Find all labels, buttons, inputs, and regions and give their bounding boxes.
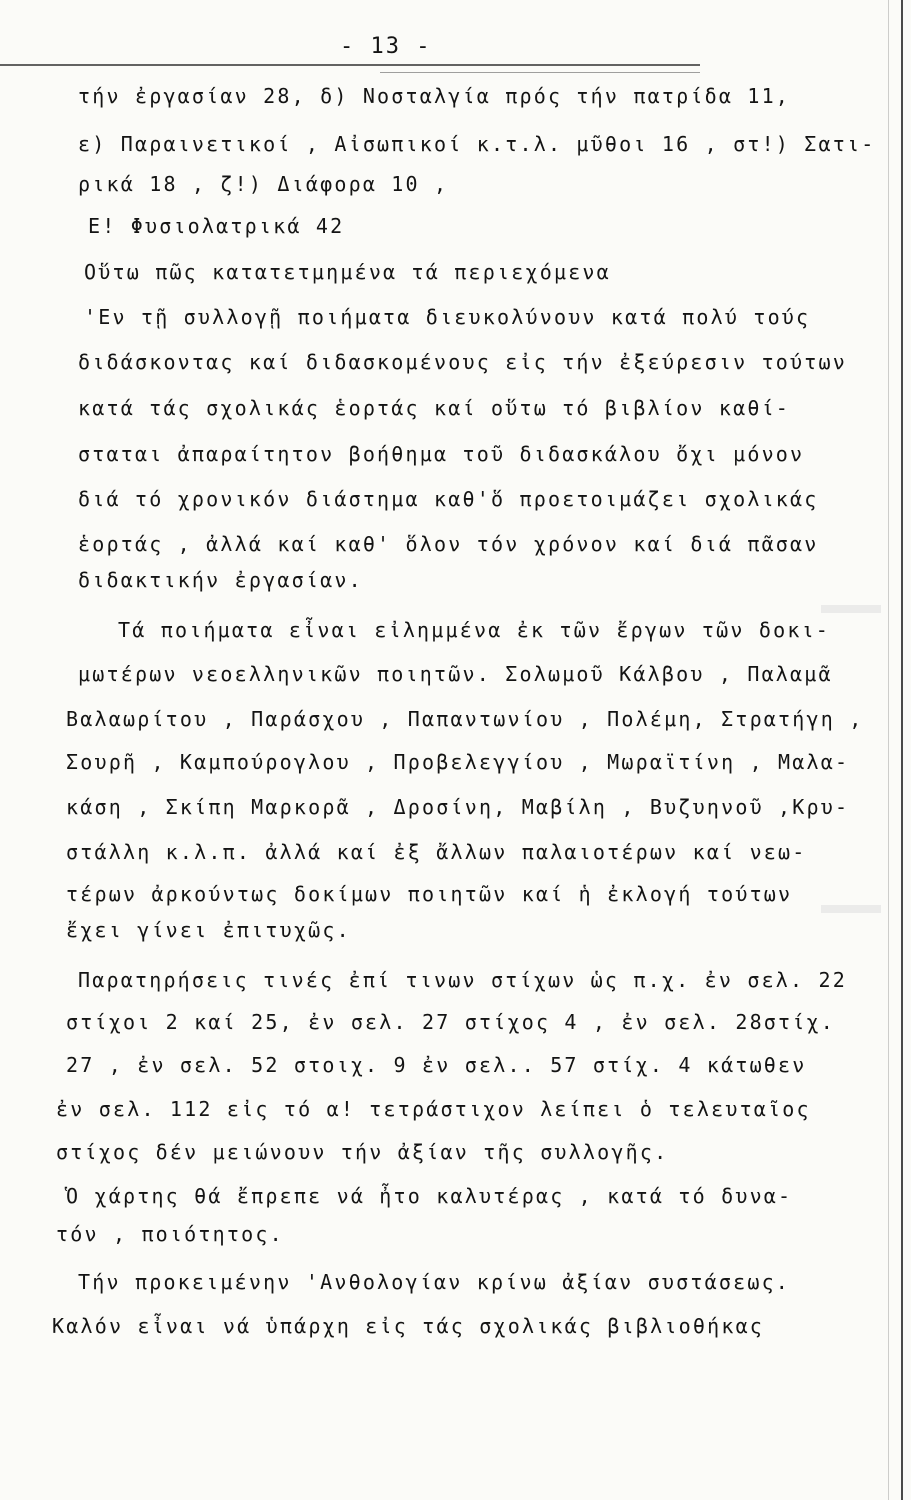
text-line: διδάσκοντας καί διδασκομένους εἰς τήν ἐξεύρεσιν τούτων bbox=[78, 350, 848, 374]
bleed-through-mark bbox=[821, 905, 881, 913]
text-line: Βαλαωρίτου , Παράσχου , Παπαντωνίου , Πολέμη, Στρατήγη , bbox=[66, 707, 864, 731]
text-line: στάλλη κ.λ.π. ἀλλά καί ἐξ ἄλλων παλαιοτέρων καί νεω- bbox=[66, 840, 807, 864]
text-line: Ὁ χάρτης θά ἔπρεπε νά ἦτο καλυτέρας , κατά τό δυνα- bbox=[66, 1184, 793, 1208]
bleed-through-mark bbox=[821, 605, 881, 613]
text-line: Σουρῆ , Καμπούρογλου , Προβελεγγίου , Μωραϊτίνη , Μαλα- bbox=[66, 750, 850, 774]
page-edge-shadow bbox=[901, 0, 903, 1500]
text-line: ἔχει γίνει ἐπιτυχῶς. bbox=[66, 918, 351, 942]
page-number: - 13 - bbox=[340, 34, 432, 59]
text-line: Τήν προκειμένην 'Ανθολογίαν κρίνω ἀξίαν συστάσεως. bbox=[78, 1270, 791, 1294]
header-rule bbox=[0, 64, 700, 66]
text-line: 27 , ἐν σελ. 52 στοιχ. 9 ἐν σελ.. 57 στίχ. 4 κάτωθεν bbox=[66, 1053, 807, 1077]
text-line: Οὕτω πῶς κατατετμημένα τά περιεχόμενα bbox=[84, 260, 611, 284]
header-rule-secondary bbox=[380, 72, 700, 73]
text-line: τόν , ποιότητος. bbox=[56, 1222, 284, 1246]
text-line: μωτέρων νεοελληνικῶν ποιητῶν. Σολωμοῦ Κάλβου , Παλαμᾶ bbox=[78, 662, 833, 686]
text-line: τήν ἐργασίαν 28, δ) Νοσταλγία πρός τήν πατρίδα 11, bbox=[78, 84, 791, 108]
text-line: διά τό χρονικόν διάστημα καθ'ὅ προετοιμάζει σχολικάς bbox=[78, 487, 819, 511]
text-line: Παρατηρήσεις τινές ἐπί τινων στίχων ὡς π.χ. ἐν σελ. 22 bbox=[78, 968, 848, 992]
text-line: σταται ἀπαραίτητον βοήθημα τοῦ διδασκάλου ὄχι μόνον bbox=[78, 442, 805, 466]
page-edge-shadow-faint bbox=[888, 0, 889, 1500]
text-line: διδακτικήν ἐργασίαν. bbox=[78, 568, 363, 592]
text-line: 'Εν τῇ συλλογῇ ποιήματα διευκολύνουν κατά πολύ τούς bbox=[84, 305, 811, 329]
text-line: στίχος δέν μειώνουν τήν ἀξίαν τῆς συλλογῆς. bbox=[56, 1140, 669, 1164]
text-line: Ε! Φυσιολατρικά 42 bbox=[88, 214, 345, 238]
text-line: ρικά 18 , ζ!) Διάφορα 10 , bbox=[78, 172, 449, 196]
text-line: κάση , Σκίπη Μαρκορᾶ , Δροσίνη, Μαβίλη , Βυζυηνοῦ ,Κρυ- bbox=[66, 795, 850, 819]
text-line: ε) Παραινετικοί , Αἰσωπικοί κ.τ.λ. μῦθοι 16 , στ!) Σατι- bbox=[78, 132, 876, 156]
text-line: στίχοι 2 καί 25, ἐν σελ. 27 στίχος 4 , ἐν σελ. 28στίχ. bbox=[66, 1010, 836, 1034]
text-line: Καλόν εἶναι νά ὑπάρχη εἰς τάς σχολικάς βιβλιοθήκας bbox=[52, 1314, 765, 1338]
text-line: τέρων ἀρκούντως δοκίμων ποιητῶν καί ἡ ἐκλογή τούτων bbox=[66, 882, 793, 906]
text-line: κατά τάς σχολικάς ἑορτάς καί οὕτω τό βιβλίον καθί- bbox=[78, 396, 791, 420]
text-line: Τά ποιήματα εἶναι εἰλημμένα ἐκ τῶν ἔργων τῶν δοκι- bbox=[118, 618, 831, 642]
text-line: ἐν σελ. 112 εἰς τό α! τετράστιχον λείπει ὁ τελευταῖος bbox=[56, 1097, 811, 1121]
text-line: ἑορτάς , ἀλλά καί καθ' ὅλον τόν χρόνον καί διά πᾶσαν bbox=[78, 532, 819, 556]
